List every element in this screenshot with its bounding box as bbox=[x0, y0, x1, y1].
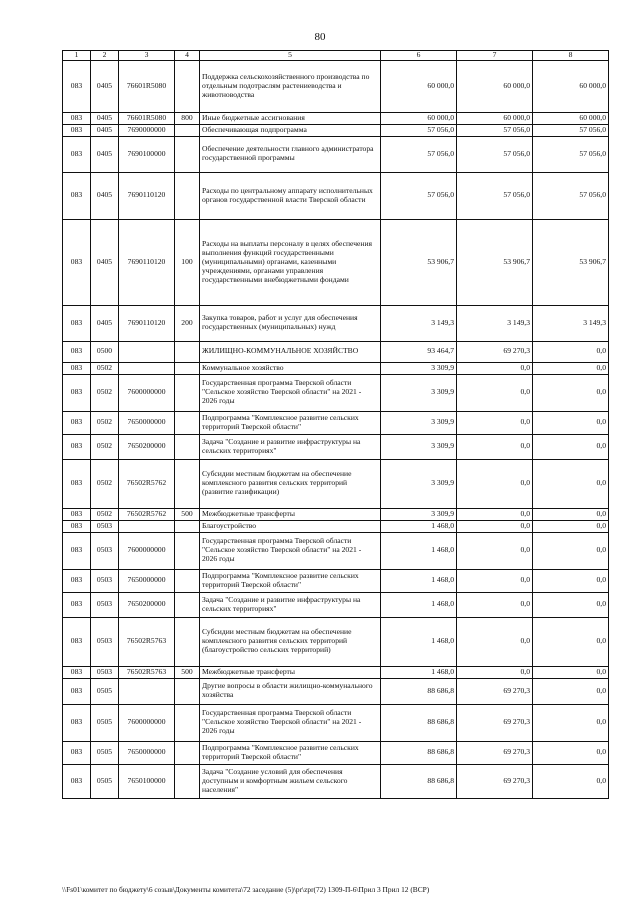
row-section-cell: 0505 bbox=[91, 704, 119, 741]
row-amount-2-cell: 69 270,3 bbox=[457, 341, 533, 362]
row-target-cell: 76502R5762 bbox=[119, 508, 175, 520]
row-section-cell: 0502 bbox=[91, 459, 119, 508]
row-amount-2-cell: 0,0 bbox=[457, 520, 533, 532]
row-amount-1-cell: 88 686,8 bbox=[381, 741, 457, 764]
row-expense-type-cell: 500 bbox=[175, 508, 200, 520]
row-amount-2-cell: 0,0 bbox=[457, 362, 533, 374]
row-section-cell: 0502 bbox=[91, 362, 119, 374]
row-target-cell: 7600000000 bbox=[119, 374, 175, 411]
table-row bbox=[63, 666, 609, 678]
row-amount-2-cell: 69 270,3 bbox=[457, 678, 533, 704]
row-amount-1-cell: 3 309,9 bbox=[381, 434, 457, 459]
table-row bbox=[63, 341, 609, 362]
row-expense-type-cell bbox=[175, 520, 200, 532]
row-description-cell: Субсидии местным бюджетам на обеспечение комплексного развития сельских территорий (развитие газификации) bbox=[200, 459, 381, 508]
column-header: 7 bbox=[457, 51, 533, 61]
table-row bbox=[63, 520, 609, 532]
row-section-cell: 0503 bbox=[91, 592, 119, 617]
row-description-cell: Обеспечение деятельности главного администратора государственной программы bbox=[200, 136, 381, 172]
table-row bbox=[63, 704, 609, 741]
row-section-cell: 0405 bbox=[91, 136, 119, 172]
row-code-cell: 083 bbox=[63, 741, 91, 764]
row-target-cell: 76502R5763 bbox=[119, 617, 175, 666]
row-code-cell: 083 bbox=[63, 374, 91, 411]
row-amount-1-cell: 3 309,9 bbox=[381, 374, 457, 411]
row-section-cell: 0405 bbox=[91, 305, 119, 341]
row-expense-type-cell bbox=[175, 341, 200, 362]
row-description-cell: Подпрограмма "Комплексное развитие сельских территорий Тверской области" bbox=[200, 569, 381, 592]
table-row bbox=[63, 678, 609, 704]
row-amount-2-cell: 60 000,0 bbox=[457, 61, 533, 113]
row-description-cell: Задача "Создание и развитие инфраструктуры на сельских территориях" bbox=[200, 592, 381, 617]
row-section-cell: 0503 bbox=[91, 569, 119, 592]
footer-file-path: \\Fs01\комитет по бюджету\6 созыв\Документы комитета\72 заседание (5)\pr\zpr(72) 1309-П-6\Прил 3 Прил 12 (ВСР) bbox=[62, 885, 430, 894]
row-target-cell: 76502R5763 bbox=[119, 666, 175, 678]
row-target-cell: 7650000000 bbox=[119, 569, 175, 592]
row-target-cell bbox=[119, 362, 175, 374]
row-description-cell: Задача "Создание условий для обеспечения доступным и комфортным жильем сельского населения" bbox=[200, 764, 381, 798]
row-amount-3-cell: 0,0 bbox=[533, 374, 609, 411]
row-code-cell: 083 bbox=[63, 666, 91, 678]
row-expense-type-cell bbox=[175, 172, 200, 219]
row-target-cell: 7690110120 bbox=[119, 172, 175, 219]
row-amount-1-cell: 93 464,7 bbox=[381, 341, 457, 362]
row-amount-3-cell: 0,0 bbox=[533, 569, 609, 592]
row-amount-3-cell: 0,0 bbox=[533, 362, 609, 374]
row-amount-3-cell: 0,0 bbox=[533, 666, 609, 678]
table-row bbox=[63, 569, 609, 592]
row-expense-type-cell bbox=[175, 741, 200, 764]
row-description-cell: Государственная программа Тверской области "Сельское хозяйство Тверской области" на 2021 - 2026 годы bbox=[200, 532, 381, 569]
row-section-cell: 0505 bbox=[91, 764, 119, 798]
row-amount-1-cell: 1 468,0 bbox=[381, 617, 457, 666]
table-row bbox=[63, 61, 609, 113]
row-description-cell: Расходы по центральному аппарату исполнительных органов государственной власти Тверской области bbox=[200, 172, 381, 219]
row-expense-type-cell bbox=[175, 678, 200, 704]
row-amount-2-cell: 57 056,0 bbox=[457, 172, 533, 219]
row-target-cell: 7690110120 bbox=[119, 305, 175, 341]
row-section-cell: 0503 bbox=[91, 617, 119, 666]
row-amount-2-cell: 69 270,3 bbox=[457, 704, 533, 741]
row-amount-2-cell: 0,0 bbox=[457, 508, 533, 520]
row-code-cell: 083 bbox=[63, 219, 91, 305]
table-row bbox=[63, 362, 609, 374]
row-amount-1-cell: 60 000,0 bbox=[381, 61, 457, 113]
row-amount-2-cell: 69 270,3 bbox=[457, 764, 533, 798]
row-code-cell: 083 bbox=[63, 113, 91, 125]
row-amount-3-cell: 3 149,3 bbox=[533, 305, 609, 341]
row-amount-3-cell: 0,0 bbox=[533, 520, 609, 532]
row-expense-type-cell bbox=[175, 704, 200, 741]
row-amount-1-cell: 3 309,9 bbox=[381, 362, 457, 374]
row-section-cell: 0502 bbox=[91, 374, 119, 411]
row-amount-2-cell: 0,0 bbox=[457, 666, 533, 678]
row-amount-3-cell: 0,0 bbox=[533, 459, 609, 508]
row-code-cell: 083 bbox=[63, 341, 91, 362]
table-row bbox=[63, 741, 609, 764]
row-section-cell: 0505 bbox=[91, 741, 119, 764]
row-section-cell: 0503 bbox=[91, 520, 119, 532]
row-description-cell: Государственная программа Тверской области "Сельское хозяйство Тверской области" на 2021 - 2026 годы bbox=[200, 374, 381, 411]
row-code-cell: 083 bbox=[63, 136, 91, 172]
row-amount-3-cell: 0,0 bbox=[533, 508, 609, 520]
row-amount-3-cell: 57 056,0 bbox=[533, 172, 609, 219]
table-row bbox=[63, 532, 609, 569]
table-row bbox=[63, 172, 609, 219]
row-amount-1-cell: 3 309,9 bbox=[381, 459, 457, 508]
row-amount-1-cell: 88 686,8 bbox=[381, 764, 457, 798]
row-expense-type-cell bbox=[175, 136, 200, 172]
row-expense-type-cell: 800 bbox=[175, 113, 200, 125]
row-amount-2-cell: 0,0 bbox=[457, 374, 533, 411]
row-code-cell: 083 bbox=[63, 124, 91, 136]
row-amount-3-cell: 0,0 bbox=[533, 741, 609, 764]
row-expense-type-cell bbox=[175, 764, 200, 798]
table-row bbox=[63, 305, 609, 341]
row-expense-type-cell bbox=[175, 434, 200, 459]
row-expense-type-cell bbox=[175, 459, 200, 508]
row-target-cell bbox=[119, 678, 175, 704]
row-description-cell: Подпрограмма "Комплексное развитие сельских территорий Тверской области" bbox=[200, 411, 381, 434]
row-target-cell: 7650200000 bbox=[119, 592, 175, 617]
row-amount-3-cell: 0,0 bbox=[533, 434, 609, 459]
row-amount-2-cell: 57 056,0 bbox=[457, 136, 533, 172]
table-row bbox=[63, 459, 609, 508]
row-expense-type-cell bbox=[175, 532, 200, 569]
row-code-cell: 083 bbox=[63, 617, 91, 666]
column-header: 6 bbox=[381, 51, 457, 61]
row-section-cell: 0502 bbox=[91, 434, 119, 459]
row-code-cell: 083 bbox=[63, 508, 91, 520]
row-amount-3-cell: 53 906,7 bbox=[533, 219, 609, 305]
row-amount-3-cell: 57 056,0 bbox=[533, 136, 609, 172]
row-code-cell: 083 bbox=[63, 362, 91, 374]
row-amount-3-cell: 0,0 bbox=[533, 532, 609, 569]
row-expense-type-cell bbox=[175, 592, 200, 617]
table-header-row bbox=[63, 51, 609, 61]
row-expense-type-cell: 200 bbox=[175, 305, 200, 341]
row-target-cell: 7650000000 bbox=[119, 741, 175, 764]
row-amount-1-cell: 1 468,0 bbox=[381, 592, 457, 617]
row-code-cell: 083 bbox=[63, 764, 91, 798]
row-description-cell: Другие вопросы в области жилищно-коммунального хозяйства bbox=[200, 678, 381, 704]
row-amount-3-cell: 60 000,0 bbox=[533, 61, 609, 113]
row-amount-3-cell: 57 056,0 bbox=[533, 124, 609, 136]
row-amount-1-cell: 57 056,0 bbox=[381, 172, 457, 219]
row-target-cell: 7650200000 bbox=[119, 434, 175, 459]
row-code-cell: 083 bbox=[63, 704, 91, 741]
table-row bbox=[63, 219, 609, 305]
table-row bbox=[63, 411, 609, 434]
row-section-cell: 0500 bbox=[91, 341, 119, 362]
row-section-cell: 0505 bbox=[91, 678, 119, 704]
table-row bbox=[63, 508, 609, 520]
column-header: 1 bbox=[63, 51, 91, 61]
row-amount-3-cell: 0,0 bbox=[533, 341, 609, 362]
row-code-cell: 083 bbox=[63, 520, 91, 532]
row-amount-1-cell: 3 149,3 bbox=[381, 305, 457, 341]
row-target-cell: 76502R5762 bbox=[119, 459, 175, 508]
table-row bbox=[63, 374, 609, 411]
row-amount-2-cell: 3 149,3 bbox=[457, 305, 533, 341]
row-section-cell: 0405 bbox=[91, 219, 119, 305]
table-row bbox=[63, 113, 609, 125]
row-amount-1-cell: 60 000,0 bbox=[381, 113, 457, 125]
row-description-cell: Задача "Создание и развитие инфраструктуры на сельских территориях" bbox=[200, 434, 381, 459]
column-header: 2 bbox=[91, 51, 119, 61]
row-target-cell bbox=[119, 520, 175, 532]
row-amount-2-cell: 57 056,0 bbox=[457, 124, 533, 136]
row-amount-1-cell: 1 468,0 bbox=[381, 520, 457, 532]
row-description-cell: Межбюджетные трансферты bbox=[200, 666, 381, 678]
row-amount-3-cell: 0,0 bbox=[533, 592, 609, 617]
row-amount-2-cell: 53 906,7 bbox=[457, 219, 533, 305]
row-description-cell: Обеспечивающая подпрограмма bbox=[200, 124, 381, 136]
column-header: 4 bbox=[175, 51, 200, 61]
row-amount-2-cell: 0,0 bbox=[457, 459, 533, 508]
row-description-cell: Подпрограмма "Комплексное развитие сельских территорий Тверской области" bbox=[200, 741, 381, 764]
row-expense-type-cell bbox=[175, 61, 200, 113]
row-description-cell: Закупка товаров, работ и услуг для обеспечения государственных (муниципальных) нужд bbox=[200, 305, 381, 341]
row-code-cell: 083 bbox=[63, 459, 91, 508]
row-amount-2-cell: 0,0 bbox=[457, 411, 533, 434]
row-amount-1-cell: 3 309,9 bbox=[381, 411, 457, 434]
row-expense-type-cell bbox=[175, 374, 200, 411]
row-section-cell: 0405 bbox=[91, 113, 119, 125]
row-target-cell: 7690110120 bbox=[119, 219, 175, 305]
budget-table bbox=[62, 50, 609, 799]
row-code-cell: 083 bbox=[63, 305, 91, 341]
row-code-cell: 083 bbox=[63, 569, 91, 592]
row-description-cell: Межбюджетные трансферты bbox=[200, 508, 381, 520]
row-amount-3-cell: 60 000,0 bbox=[533, 113, 609, 125]
row-amount-3-cell: 0,0 bbox=[533, 704, 609, 741]
row-expense-type-cell: 500 bbox=[175, 666, 200, 678]
row-code-cell: 083 bbox=[63, 172, 91, 219]
row-amount-1-cell: 1 468,0 bbox=[381, 532, 457, 569]
row-code-cell: 083 bbox=[63, 592, 91, 617]
row-section-cell: 0503 bbox=[91, 666, 119, 678]
row-target-cell: 76601R5080 bbox=[119, 61, 175, 113]
row-amount-1-cell: 88 686,8 bbox=[381, 678, 457, 704]
row-expense-type-cell bbox=[175, 569, 200, 592]
column-header: 5 bbox=[200, 51, 381, 61]
row-amount-3-cell: 0,0 bbox=[533, 764, 609, 798]
row-target-cell: 7600000000 bbox=[119, 532, 175, 569]
row-code-cell: 083 bbox=[63, 61, 91, 113]
row-description-cell: ЖИЛИЩНО-КОММУНАЛЬНОЕ ХОЗЯЙСТВО bbox=[200, 341, 381, 362]
row-section-cell: 0502 bbox=[91, 508, 119, 520]
row-amount-1-cell: 53 906,7 bbox=[381, 219, 457, 305]
row-amount-2-cell: 69 270,3 bbox=[457, 741, 533, 764]
row-section-cell: 0405 bbox=[91, 124, 119, 136]
row-code-cell: 083 bbox=[63, 411, 91, 434]
row-amount-3-cell: 0,0 bbox=[533, 678, 609, 704]
row-section-cell: 0503 bbox=[91, 532, 119, 569]
row-code-cell: 083 bbox=[63, 434, 91, 459]
row-section-cell: 0405 bbox=[91, 172, 119, 219]
column-header: 8 bbox=[533, 51, 609, 61]
row-amount-2-cell: 60 000,0 bbox=[457, 113, 533, 125]
page-number: 80 bbox=[314, 31, 326, 43]
row-amount-1-cell: 3 309,9 bbox=[381, 508, 457, 520]
row-target-cell: 7600000000 bbox=[119, 704, 175, 741]
row-expense-type-cell bbox=[175, 124, 200, 136]
row-amount-1-cell: 1 468,0 bbox=[381, 666, 457, 678]
row-amount-1-cell: 57 056,0 bbox=[381, 124, 457, 136]
row-amount-2-cell: 0,0 bbox=[457, 569, 533, 592]
row-description-cell: Государственная программа Тверской области "Сельское хозяйство Тверской области" на 2021 - 2026 годы bbox=[200, 704, 381, 741]
row-amount-3-cell: 0,0 bbox=[533, 411, 609, 434]
row-description-cell: Поддержка сельскохозяйственного производства по отдельным подотраслям растениеводства и животноводства bbox=[200, 61, 381, 113]
table-row bbox=[63, 764, 609, 798]
row-expense-type-cell bbox=[175, 362, 200, 374]
row-expense-type-cell bbox=[175, 411, 200, 434]
row-amount-2-cell: 0,0 bbox=[457, 532, 533, 569]
table-row bbox=[63, 124, 609, 136]
row-section-cell: 0405 bbox=[91, 61, 119, 113]
row-expense-type-cell bbox=[175, 617, 200, 666]
row-description-cell: Расходы на выплаты персоналу в целях обеспечения выполнения функций государственными (муниципальными) органами, казенными учреждениями, органами управления государственными внебюджетными фондами bbox=[200, 219, 381, 305]
row-amount-1-cell: 1 468,0 bbox=[381, 569, 457, 592]
row-description-cell: Благоустройство bbox=[200, 520, 381, 532]
row-amount-2-cell: 0,0 bbox=[457, 592, 533, 617]
row-amount-1-cell: 57 056,0 bbox=[381, 136, 457, 172]
row-target-cell: 7690000000 bbox=[119, 124, 175, 136]
row-description-cell: Коммунальное хозяйство bbox=[200, 362, 381, 374]
row-section-cell: 0502 bbox=[91, 411, 119, 434]
row-target-cell: 7650000000 bbox=[119, 411, 175, 434]
row-target-cell: 7650100000 bbox=[119, 764, 175, 798]
row-amount-3-cell: 0,0 bbox=[533, 617, 609, 666]
table-row bbox=[63, 434, 609, 459]
row-code-cell: 083 bbox=[63, 678, 91, 704]
row-expense-type-cell: 100 bbox=[175, 219, 200, 305]
row-amount-1-cell: 88 686,8 bbox=[381, 704, 457, 741]
row-amount-2-cell: 0,0 bbox=[457, 617, 533, 666]
row-description-cell: Субсидии местным бюджетам на обеспечение комплексного развития сельских территорий (благоустройство сельских территорий) bbox=[200, 617, 381, 666]
row-description-cell: Иные бюджетные ассигнования bbox=[200, 113, 381, 125]
row-target-cell bbox=[119, 341, 175, 362]
row-amount-2-cell: 0,0 bbox=[457, 434, 533, 459]
column-header: 3 bbox=[119, 51, 175, 61]
row-code-cell: 083 bbox=[63, 532, 91, 569]
table-row bbox=[63, 617, 609, 666]
table-row bbox=[63, 136, 609, 172]
table-row bbox=[63, 592, 609, 617]
row-target-cell: 7690100000 bbox=[119, 136, 175, 172]
row-target-cell: 76601R5080 bbox=[119, 113, 175, 125]
